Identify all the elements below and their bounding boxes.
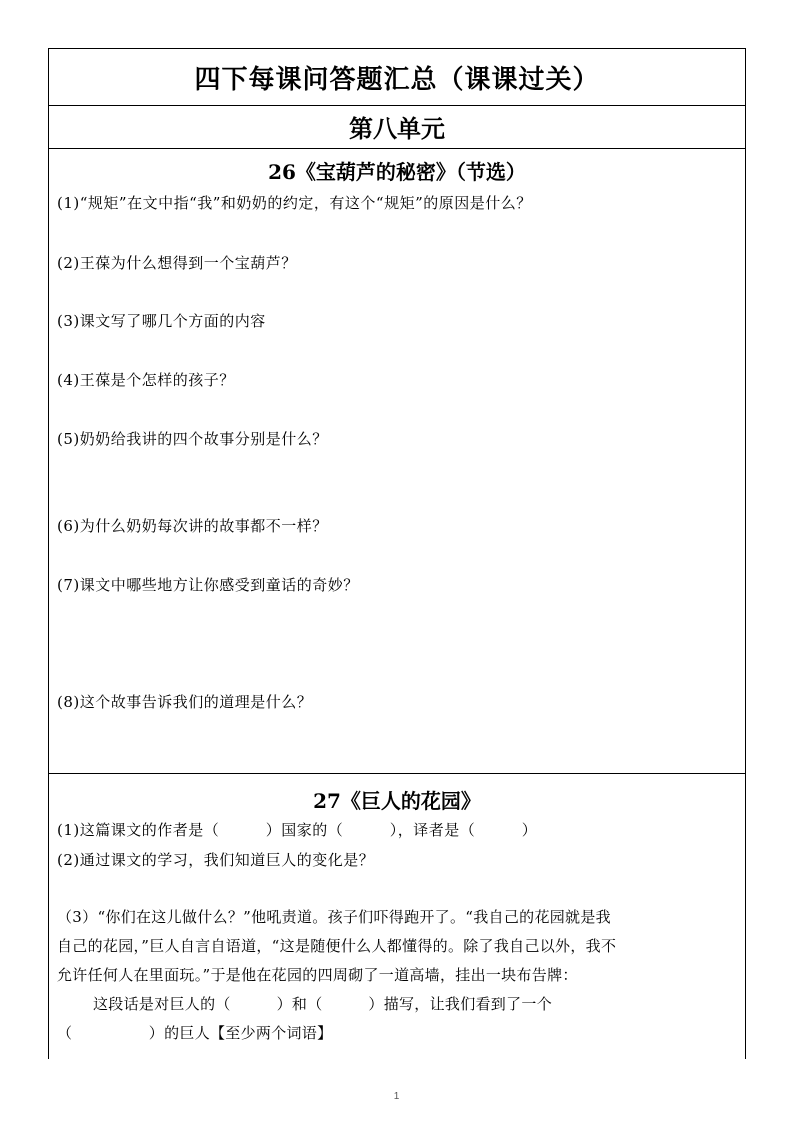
lesson-26-question-4: (4)王葆是个怎样的孩子？ [57, 371, 235, 389]
lesson-27-question-2: (2)通过课文的学习，我们知道巨人的变化是？ [57, 851, 375, 869]
lesson-26-question-3: (3)课文写了哪几个方面的内容 [57, 312, 266, 330]
title-cell [48, 48, 746, 106]
lesson-26-section [48, 148, 746, 774]
lesson-27-section [48, 773, 746, 1059]
lesson-26-question-1: (1)“规矩”在文中指“我”和奶奶的约定，有这个“规矩”的原因是什么？ [57, 194, 532, 212]
lesson-26-question-2: (2)王葆为什么想得到一个宝葫芦？ [57, 254, 297, 272]
lesson-27-title: 27《巨人的花园》 [313, 789, 481, 813]
lesson-26-question-8: (8)这个故事告诉我们的道理是什么？ [57, 693, 313, 711]
lesson-26-question-7: (7)课文中哪些地方让你感受到童话的奇妙？ [57, 576, 359, 594]
passage-line-3: 允许任何人在里面玩。”于是他在花园的四周砌了一道高墙，挂出一块布告牌： [57, 966, 578, 984]
passage-line-2: 自己的花园，”巨人自言自语道，“这是随便什么人都懂得的。除了我自己以外，我不 [57, 937, 617, 955]
lesson-26-question-6: (6)为什么奶奶每次讲的故事都不一样？ [57, 517, 328, 535]
page-number: 1 [393, 1091, 400, 1102]
unit-title: 第八单元 [349, 114, 445, 143]
passage-line-4: 这段话是对巨人的（ ）和（ ）描写，让我们看到了一个 [93, 995, 553, 1013]
passage-line-1: （3）“你们在这儿做什么？”他吼责道。孩子们吓得跑开了。“我自己的花园就是我 [57, 908, 611, 926]
page-title: 四下每课问答题汇总（课课过关） [194, 64, 600, 95]
passage-line-5: （ ）的巨人【至少两个词语】 [57, 1024, 333, 1042]
lesson-27-passage [57, 903, 747, 1048]
lesson-27-question-1: (1)这篇课文的作者是（ ）国家的（ ），译者是（ ） [57, 821, 538, 839]
unit-cell [48, 105, 746, 149]
lesson-26-question-5: (5)奶奶给我讲的四个故事分别是什么？ [57, 430, 328, 448]
lesson-26-title: 26《宝葫芦的秘密》（节选） [268, 160, 526, 184]
